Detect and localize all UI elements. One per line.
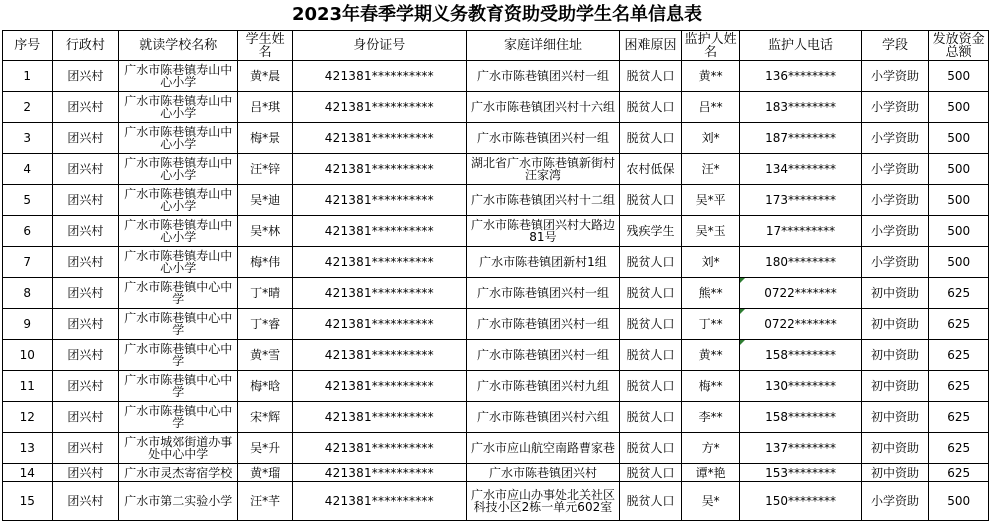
cell-index[interactable]: 3 — [3, 123, 53, 154]
cell-amount[interactable]: 625 — [929, 340, 989, 371]
cell-id-number[interactable]: 421381********** — [292, 433, 466, 464]
cell-amount[interactable]: 625 — [929, 309, 989, 340]
cell-village[interactable]: 团兴村 — [52, 309, 119, 340]
cell-student-name[interactable]: 梅*晗 — [238, 371, 293, 402]
cell-reason[interactable]: 脱贫人口 — [620, 92, 682, 123]
header-cell: 学生姓名 — [238, 31, 293, 61]
cell-reason[interactable]: 脱贫人口 — [620, 278, 682, 309]
cell-stage[interactable]: 初中资助 — [861, 278, 929, 309]
cell-guardian[interactable]: 梅** — [681, 371, 740, 402]
cell-index[interactable]: 1 — [3, 61, 53, 92]
cell-guardian[interactable]: 方* — [681, 433, 740, 464]
cell-phone[interactable]: 153******** — [740, 464, 861, 482]
cell-village[interactable]: 团兴村 — [52, 123, 119, 154]
cell-village[interactable]: 团兴村 — [52, 61, 119, 92]
cell-student-name[interactable]: 宋*辉 — [238, 402, 293, 433]
cell-phone[interactable]: 183******** — [740, 92, 861, 123]
cell-index[interactable]: 15 — [3, 482, 53, 521]
cell-guardian[interactable]: 吴*平 — [681, 185, 740, 216]
cell-amount[interactable]: 500 — [929, 247, 989, 278]
cell-phone[interactable]: 134******** — [740, 154, 861, 185]
cell-guardian[interactable]: 汪* — [681, 154, 740, 185]
cell-id-number[interactable]: 421381********** — [292, 309, 466, 340]
cell-index[interactable]: 7 — [3, 247, 53, 278]
table-row[interactable] — [3, 433, 989, 464]
cell-id-number[interactable]: 421381********** — [292, 216, 466, 247]
table-row[interactable] — [3, 402, 989, 433]
header-cell: 困难原因 — [620, 31, 682, 61]
cell-id-number[interactable]: 421381********** — [292, 185, 466, 216]
cell-index[interactable]: 11 — [3, 371, 53, 402]
cell-address[interactable]: 广水市陈巷镇团兴村十二组 — [466, 185, 620, 216]
cell-guardian[interactable]: 吕** — [681, 92, 740, 123]
cell-stage[interactable]: 初中资助 — [861, 371, 929, 402]
cell-amount[interactable]: 625 — [929, 371, 989, 402]
cell-village[interactable]: 团兴村 — [52, 433, 119, 464]
table-row[interactable] — [3, 309, 989, 340]
cell-id-number[interactable]: 421381********** — [292, 402, 466, 433]
cell-village[interactable]: 团兴村 — [52, 340, 119, 371]
cell-reason[interactable]: 残疾学生 — [620, 216, 682, 247]
cell-address[interactable]: 广水市陈巷镇团兴村一组 — [466, 309, 620, 340]
cell-student-name[interactable]: 黄*雪 — [238, 340, 293, 371]
header-cell: 家庭详细住址 — [466, 31, 620, 61]
cell-guardian[interactable]: 刘* — [681, 123, 740, 154]
cell-guardian[interactable]: 吴*玉 — [681, 216, 740, 247]
cell-amount[interactable]: 500 — [929, 185, 989, 216]
cell-amount[interactable]: 500 — [929, 154, 989, 185]
cell-student-name[interactable]: 吴*升 — [238, 433, 293, 464]
cell-guardian[interactable]: 李** — [681, 402, 740, 433]
cell-village[interactable]: 团兴村 — [52, 185, 119, 216]
cell-stage[interactable]: 初中资助 — [861, 402, 929, 433]
cell-stage[interactable]: 小学资助 — [861, 92, 929, 123]
cell-phone[interactable]: 130******** — [740, 371, 861, 402]
cell-reason[interactable]: 脱贫人口 — [620, 61, 682, 92]
cell-school[interactable]: 广水市陈巷镇寿山中心小学 — [119, 216, 238, 247]
cell-reason[interactable]: 脱贫人口 — [620, 340, 682, 371]
table-row[interactable] — [3, 92, 989, 123]
cell-village[interactable]: 团兴村 — [52, 247, 119, 278]
cell-amount[interactable]: 625 — [929, 402, 989, 433]
cell-phone[interactable]: 187******** — [740, 123, 861, 154]
cell-reason[interactable]: 脱贫人口 — [620, 402, 682, 433]
cell-address[interactable]: 广水市应山办事处北关社区科技小区2栋一单元602室 — [466, 482, 620, 521]
cell-school[interactable]: 广水市陈巷镇中心中学 — [119, 278, 238, 309]
cell-reason[interactable]: 脱贫人口 — [620, 123, 682, 154]
cell-student-name[interactable]: 丁*晴 — [238, 278, 293, 309]
cell-stage[interactable]: 小学资助 — [861, 154, 929, 185]
cell-index[interactable]: 9 — [3, 309, 53, 340]
cell-guardian[interactable]: 刘* — [681, 247, 740, 278]
student-aid-table — [2, 30, 989, 521]
table-row[interactable] — [3, 123, 989, 154]
cell-school[interactable]: 广水市第二实验小学 — [119, 482, 238, 521]
cell-village[interactable]: 团兴村 — [52, 402, 119, 433]
cell-phone[interactable]: 0722******* — [740, 309, 861, 340]
cell-id-number[interactable]: 421381********** — [292, 154, 466, 185]
cell-stage[interactable]: 小学资助 — [861, 61, 929, 92]
cell-school[interactable]: 广水市陈巷镇寿山中心小学 — [119, 185, 238, 216]
cell-guardian[interactable]: 熊** — [681, 278, 740, 309]
cell-amount[interactable]: 625 — [929, 464, 989, 482]
header-cell: 身份证号 — [292, 31, 466, 61]
cell-school[interactable]: 广水市陈巷镇中心中学 — [119, 371, 238, 402]
cell-stage[interactable]: 小学资助 — [861, 216, 929, 247]
header-cell: 学段 — [861, 31, 929, 61]
cell-phone[interactable]: 150******** — [740, 482, 861, 521]
cell-student-name[interactable]: 吴*迪 — [238, 185, 293, 216]
cell-village[interactable]: 团兴村 — [52, 482, 119, 521]
header-cell: 行政村 — [52, 31, 119, 61]
cell-phone[interactable]: 158******** — [740, 340, 861, 371]
cell-address[interactable]: 广水市陈巷镇团兴村 — [466, 464, 620, 482]
cell-reason[interactable]: 脱贫人口 — [620, 309, 682, 340]
cell-school[interactable]: 广水市陈巷镇寿山中心小学 — [119, 123, 238, 154]
cell-stage[interactable]: 初中资助 — [861, 340, 929, 371]
cell-id-number[interactable]: 421381********** — [292, 371, 466, 402]
cell-village[interactable]: 团兴村 — [52, 92, 119, 123]
cell-amount[interactable]: 625 — [929, 433, 989, 464]
cell-school[interactable]: 广水市陈巷镇寿山中心小学 — [119, 154, 238, 185]
cell-phone[interactable]: 136******** — [740, 61, 861, 92]
cell-id-number[interactable]: 421381********** — [292, 92, 466, 123]
cell-village[interactable]: 团兴村 — [52, 464, 119, 482]
cell-village[interactable]: 团兴村 — [52, 216, 119, 247]
cell-school[interactable]: 广水市城郊街道办事处中心中学 — [119, 433, 238, 464]
cell-phone[interactable]: 0722******* — [740, 278, 861, 309]
table-row[interactable] — [3, 247, 989, 278]
header-cell: 监护人姓名 — [681, 31, 740, 61]
cell-stage[interactable]: 小学资助 — [861, 123, 929, 154]
cell-id-number[interactable]: 421381********** — [292, 247, 466, 278]
cell-amount[interactable]: 625 — [929, 278, 989, 309]
cell-stage[interactable]: 初中资助 — [861, 309, 929, 340]
cell-reason[interactable]: 脱贫人口 — [620, 464, 682, 482]
cell-id-number[interactable]: 421381********** — [292, 278, 466, 309]
cell-address[interactable]: 广水市陈巷镇团兴村十六组 — [466, 92, 620, 123]
cell-student-name[interactable]: 汪*芊 — [238, 482, 293, 521]
cell-index[interactable]: 14 — [3, 464, 53, 482]
cell-address[interactable]: 广水市陈巷镇团兴村六组 — [466, 402, 620, 433]
cell-reason[interactable]: 脱贫人口 — [620, 482, 682, 521]
cell-stage[interactable]: 初中资助 — [861, 433, 929, 464]
cell-address[interactable]: 广水市陈巷镇团兴村一组 — [466, 278, 620, 309]
cell-id-number[interactable]: 421381********** — [292, 123, 466, 154]
cell-address[interactable]: 湖北省广水市陈巷镇新街村汪家湾 — [466, 154, 620, 185]
cell-guardian[interactable]: 黄** — [681, 61, 740, 92]
cell-guardian[interactable]: 黄** — [681, 340, 740, 371]
cell-reason[interactable]: 脱贫人口 — [620, 371, 682, 402]
table-row[interactable] — [3, 216, 989, 247]
cell-school[interactable]: 广水市陈巷镇寿山中心小学 — [119, 61, 238, 92]
cell-guardian[interactable]: 吴* — [681, 482, 740, 521]
cell-school[interactable]: 广水市陈巷镇中心中学 — [119, 402, 238, 433]
header-row — [3, 31, 989, 61]
cell-address[interactable]: 广水市陈巷镇团兴村一组 — [466, 61, 620, 92]
cell-village[interactable]: 团兴村 — [52, 371, 119, 402]
cell-address[interactable]: 广水市陈巷镇团兴村一组 — [466, 123, 620, 154]
cell-reason[interactable]: 脱贫人口 — [620, 247, 682, 278]
table-row[interactable] — [3, 340, 989, 371]
table-row[interactable] — [3, 278, 989, 309]
cell-address[interactable]: 广水市陈巷镇团兴村一组 — [466, 340, 620, 371]
cell-school[interactable]: 广水市灵杰寄宿学校 — [119, 464, 238, 482]
table-row[interactable] — [3, 61, 989, 92]
cell-student-name[interactable]: 吕*琪 — [238, 92, 293, 123]
header-cell: 监护人电话 — [740, 31, 861, 61]
cell-index[interactable]: 10 — [3, 340, 53, 371]
cell-address[interactable]: 广水市应山航空南路曹家巷 — [466, 433, 620, 464]
cell-reason[interactable]: 脱贫人口 — [620, 433, 682, 464]
cell-school[interactable]: 广水市陈巷镇中心中学 — [119, 340, 238, 371]
cell-phone[interactable]: 158******** — [740, 402, 861, 433]
cell-id-number[interactable]: 421381********** — [292, 482, 466, 521]
page-title: 2023年春季学期义务教育资助受助学生名单信息表 — [291, 4, 703, 25]
cell-school[interactable]: 广水市陈巷镇中心中学 — [119, 309, 238, 340]
cell-stage[interactable]: 小学资助 — [861, 247, 929, 278]
cell-amount[interactable]: 500 — [929, 216, 989, 247]
cell-phone[interactable]: 173******** — [740, 185, 861, 216]
cell-school[interactable]: 广水市陈巷镇寿山中心小学 — [119, 247, 238, 278]
cell-stage[interactable]: 初中资助 — [861, 464, 929, 482]
cell-school[interactable]: 广水市陈巷镇寿山中心小学 — [119, 92, 238, 123]
cell-id-number[interactable]: 421381********** — [292, 464, 466, 482]
table-row[interactable] — [3, 482, 989, 521]
cell-guardian[interactable]: 丁** — [681, 309, 740, 340]
cell-amount[interactable]: 500 — [929, 123, 989, 154]
cell-index[interactable]: 4 — [3, 154, 53, 185]
cell-index[interactable]: 5 — [3, 185, 53, 216]
header-cell: 就读学校名称 — [119, 31, 238, 61]
header-cell: 序号 — [3, 31, 53, 61]
table-row[interactable] — [3, 371, 989, 402]
header-cell: 发放资金总额 — [929, 31, 989, 61]
cell-stage[interactable]: 小学资助 — [861, 482, 929, 521]
cell-index[interactable]: 6 — [3, 216, 53, 247]
cell-index[interactable]: 2 — [3, 92, 53, 123]
cell-address[interactable]: 广水市陈巷镇团兴村九组 — [466, 371, 620, 402]
cell-student-name[interactable]: 吴*林 — [238, 216, 293, 247]
cell-index[interactable]: 8 — [3, 278, 53, 309]
cell-reason[interactable]: 脱贫人口 — [620, 185, 682, 216]
cell-reason[interactable]: 农村低保 — [620, 154, 682, 185]
cell-index[interactable]: 12 — [3, 402, 53, 433]
table-row[interactable] — [3, 464, 989, 482]
cell-amount[interactable]: 500 — [929, 61, 989, 92]
cell-village[interactable]: 团兴村 — [52, 278, 119, 309]
cell-student-name[interactable]: 黄*瑠 — [238, 464, 293, 482]
cell-student-name[interactable]: 梅*景 — [238, 123, 293, 154]
cell-id-number[interactable]: 421381********** — [292, 340, 466, 371]
table-row[interactable] — [3, 154, 989, 185]
cell-student-name[interactable]: 丁*睿 — [238, 309, 293, 340]
cell-guardian[interactable]: 谭*艳 — [681, 464, 740, 482]
cell-index[interactable]: 13 — [3, 433, 53, 464]
cell-phone[interactable]: 17********* — [740, 216, 861, 247]
cell-stage[interactable]: 小学资助 — [861, 185, 929, 216]
cell-village[interactable]: 团兴村 — [52, 154, 119, 185]
cell-id-number[interactable]: 421381********** — [292, 61, 466, 92]
table-row[interactable] — [3, 185, 989, 216]
cell-address[interactable]: 广水市陈巷镇团兴村大路边81号 — [466, 216, 620, 247]
cell-student-name[interactable]: 黄*晨 — [238, 61, 293, 92]
cell-address[interactable]: 广水市陈巷镇团新村1组 — [466, 247, 620, 278]
cell-phone[interactable]: 137******** — [740, 433, 861, 464]
cell-student-name[interactable]: 汪*锌 — [238, 154, 293, 185]
cell-phone[interactable]: 180******** — [740, 247, 861, 278]
cell-amount[interactable]: 500 — [929, 482, 989, 521]
cell-amount[interactable]: 500 — [929, 92, 989, 123]
cell-student-name[interactable]: 梅*伟 — [238, 247, 293, 278]
